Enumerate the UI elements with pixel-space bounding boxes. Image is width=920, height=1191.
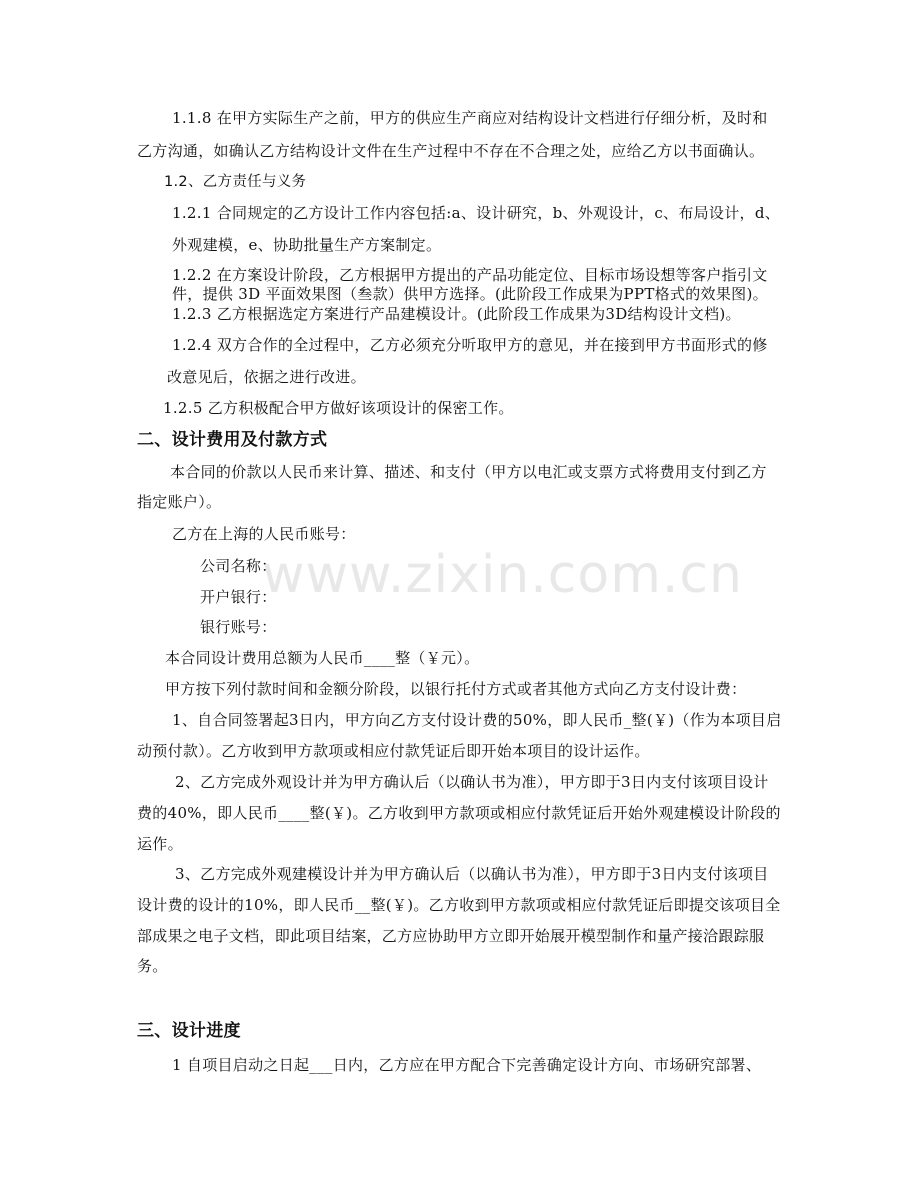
payment-schedule-intro: 甲方按下列付款时间和金额分阶段，以银行托付方式或者其他方式向乙方支付设计费： [165, 680, 747, 698]
payment-2-line-2: 费的40%，即人民币____整(￥)。乙方收到甲方款项或相应付款凭证后开始外观建模设计阶段的 [137, 804, 781, 822]
company-name-label: 公司名称： [200, 557, 277, 575]
total-fee-line: 本合同设计费用总额为人民币____整（￥元）。 [165, 649, 480, 667]
payment-3-line-1: 3、乙方完成外观建模设计并为甲方确认后（以确认书为准），甲方即于3日内支付该项目 [175, 865, 769, 883]
para-1-2-5: 1.2.5 乙方积极配合甲方做好该项设计的保密工作。 [163, 399, 514, 417]
watermark-text: www.zixin.com.cn [262, 545, 743, 605]
payment-2-line-1: 2、乙方完成外观设计并为甲方确认后（以确认书为准），甲方即于3日内支付该项目设计 [175, 773, 769, 791]
para-1-2-2-line-1: 1.2.2 在方案设计阶段，乙方根据甲方提出的产品功能定位、目标市场设想等客户指引文 [172, 266, 768, 284]
para-1-2-2-line-2: 件，提供 3D 平面效果图（叁款）供甲方选择。(此阶段工作成果为PPT格式的效果图)。 [172, 285, 768, 303]
payment-2-line-3: 运作。 [137, 835, 183, 853]
para-1-2-1-line-2: 外观建模，e、协助批量生产方案制定。 [172, 236, 442, 254]
para-1-2-3: 1.2.3 乙方根据选定方案进行产品建模设计。(此阶段工作成果为3D结构设计文档)。 [172, 305, 741, 323]
para-contract-price-line-2: 指定账户）。 [137, 493, 222, 511]
section-heading-2: 二、设计费用及付款方式 [137, 430, 328, 450]
para-1-2-4-line-2: 改意见后，依据之进行改进。 [167, 368, 366, 386]
para-1-2-1-line-1: 1.2.1 合同规定的乙方设计工作内容包括:a、设计研究，b、外观设计，c、布局设计，d、 [172, 204, 781, 222]
account-intro: 乙方在上海的人民币账号： [172, 525, 356, 543]
para-1-1-8-line-1: 1.1.8 在甲方实际生产之前，甲方的供应生产商应对结构设计文档进行仔细分析，及时和 [172, 109, 768, 127]
payment-3-line-2: 设计费的设计的10%，即人民币__整(￥)。乙方收到甲方款项或相应付款凭证后即提交该项目全 [137, 896, 781, 914]
payment-3-line-3: 部成果之电子文档，即此项目结案，乙方应协助甲方立即开始展开模型制作和量产接洽跟踪服 [137, 927, 765, 945]
para-contract-price-line-1: 本合同的价款以人民币来计算、描述、和支付（甲方以电汇或支票方式将费用支付到乙方 [170, 463, 767, 481]
bank-label: 开户银行： [200, 588, 277, 606]
section-heading-1-2: 1.2、乙方责任与义务 [164, 174, 307, 190]
account-number-label: 银行账号： [200, 618, 277, 636]
para-1-1-8-line-2: 乙方沟通，如确认乙方结构设计文件在生产过程中不存在不合理之处，应给乙方以书面确认。 [137, 142, 765, 160]
schedule-item-1-line-1: 1 自项目启动之日起___日内，乙方应在甲方配合下完善确定设计方向、市场研究部署、 [172, 1056, 762, 1074]
para-1-2-4-line-1: 1.2.4 双方合作的全过程中，乙方必须充分听取甲方的意见，并在接到甲方书面形式的修 [172, 336, 768, 354]
payment-3-line-4: 务。 [137, 957, 168, 975]
payment-1-line-1: 1、自合同签署起3日内，甲方向乙方支付设计费的50%，即人民币_整(￥)（作为本项目启 [172, 711, 782, 729]
section-heading-3: 三、设计进度 [137, 1021, 241, 1041]
payment-1-line-2: 动预付款）。乙方收到甲方款项或相应付款凭证后即开始本项目的设计运作。 [137, 742, 650, 760]
